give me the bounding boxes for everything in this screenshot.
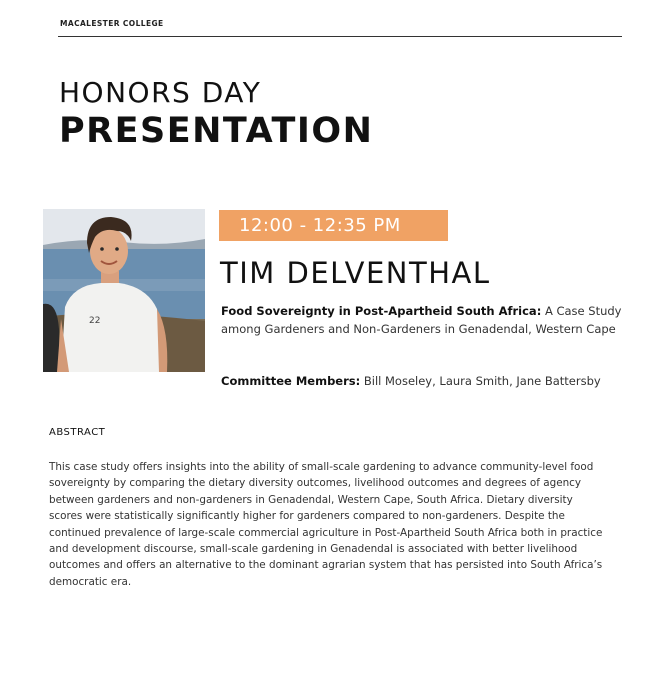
presenter-photo: [43, 209, 205, 372]
page-title-line2: PRESENTATION: [59, 111, 374, 151]
committee-label: Committee Members:: [221, 374, 361, 388]
presentation-title-rest: A Case Study among Gardeners and Non-Gardeners in Genadendal, Western Cape: [221, 304, 622, 336]
time-badge: [219, 210, 448, 241]
committee: [221, 374, 601, 388]
abstract-heading: ABSTRACT: [49, 427, 106, 438]
presentation-title-bold: Food Sovereignty in Post-Apartheid South Africa:: [221, 304, 542, 318]
presenter-name: TIM DELVENTHAL: [220, 256, 491, 290]
abstract-body: This case study offers insights into the ability of small-scale gardening to advance community-level food sovereignty by comparing the dietary diversity outcomes, livelihood outcomes and degrees of agency between gardeners and non-gardeners in Genadendal, Western Cape, South Africa. Dietary diversity scores were statistically significantly higher for gardeners compared to non-gardeners. Despite the continued prevalence of large-scale commercial agriculture in Post-Apartheid South Africa both in practice and development discourse, small-scale gardening in Genadendal is associated with better livelihood outcomes and offers an alternative to the dominant agrarian system that has persisted into South Africa’s democratic era.: [49, 461, 603, 588]
header-divider: [58, 36, 622, 37]
college-name: MACALESTER COLLEGE: [60, 19, 164, 28]
presentation-title: [221, 302, 651, 338]
page-title-line1: HONORS DAY: [59, 76, 262, 109]
shirt-logo-text: 22: [89, 316, 101, 326]
presentation-time: 12:00 - 12:35 PM: [239, 215, 401, 236]
committee-members: Bill Moseley, Laura Smith, Jane Battersby: [360, 374, 601, 388]
